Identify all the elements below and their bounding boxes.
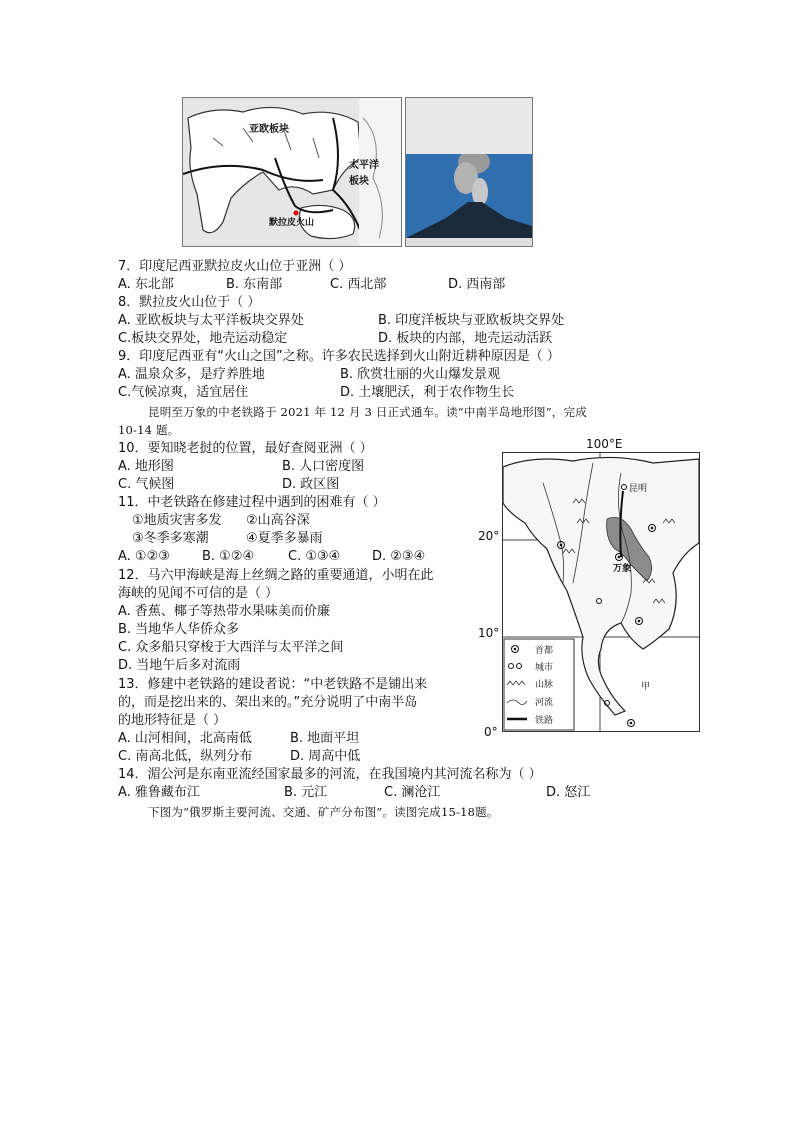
q8-stem: 8．默拉皮火山位于（ ）	[118, 295, 261, 310]
q8-option-a[interactable]: A. 亚欧板块与太平洋板块交界处	[118, 313, 304, 328]
q7-option-a[interactable]: A. 东北部	[118, 277, 174, 292]
q11-item-2: ②山高谷深	[246, 513, 310, 528]
q10-option-b[interactable]: B. 人口密度图	[282, 459, 365, 474]
q14-option-c[interactable]: C. 澜沧江	[384, 785, 441, 800]
legend-river: 河流	[535, 698, 554, 708]
volcano-eruption-image	[406, 98, 532, 246]
intro-10-14-line1: 昆明至万象的中老铁路于 2021 年 12 月 3 日正式通车。读“中南半岛地形图”，完成	[148, 405, 587, 419]
q7-option-b[interactable]: B. 东南部	[226, 277, 283, 292]
volcano-photo	[405, 97, 533, 247]
legend-railway: 铁路	[535, 716, 554, 726]
intro-10-14-line2: 10-14 题。	[118, 423, 180, 437]
map2-vientiane-label: 万象	[613, 564, 632, 574]
q13-option-c[interactable]: C. 南高北低，纵列分布	[118, 749, 253, 764]
q9-option-b[interactable]: B. 欣赏壮丽的火山爆发景观	[340, 367, 501, 382]
plate-map	[182, 97, 402, 247]
intro-15-18: 下图为“俄罗斯主要河流、交通、矿产分布图”。读图完成15-18题。	[148, 805, 499, 819]
q8-option-d[interactable]: D. 板块的内部，地壳运动活跃	[378, 331, 553, 346]
q7-stem: 7．印度尼西亚默拉皮火山位于亚洲（ ）	[118, 259, 352, 274]
legend-capital: 首都	[535, 646, 554, 656]
q11-item-1: ①地质灾害多发	[132, 513, 222, 528]
q13-option-d[interactable]: D. 周高中低	[290, 749, 361, 764]
q12-stem-line2: 海峡的见闻不可信的是（ ）	[118, 586, 279, 601]
q11-stem: 11．中老铁路在修建过程中遇到的困难有（ ）	[118, 495, 386, 510]
map2-lat-10: 10°	[478, 626, 500, 640]
q8-option-b[interactable]: B. 印度洋板块与亚欧板块交界处	[378, 313, 565, 328]
q10-option-c[interactable]: C. 气候图	[118, 477, 175, 492]
q12-option-a[interactable]: A. 香蕉、椰子等热带水果味美而价廉	[118, 604, 330, 619]
q12-option-b[interactable]: B. 当地华人华侨众多	[118, 622, 240, 637]
q9-option-a[interactable]: A. 温泉众多，是疗养胜地	[118, 367, 265, 382]
q11-option-a[interactable]: A. ①②③	[118, 549, 170, 564]
label-eurasia-plate: 亚欧板块	[249, 124, 289, 135]
q8-option-c[interactable]: C.板块交界处，地壳运动稳定	[118, 331, 288, 346]
q14-option-a[interactable]: A. 雅鲁藏布江	[118, 785, 200, 800]
q11-option-c[interactable]: C. ①③④	[288, 549, 341, 564]
legend-mountain: 山脉	[535, 680, 554, 690]
label-merapi-volcano: 默拉皮火山	[269, 218, 315, 228]
indochina-map	[502, 452, 700, 732]
q12-stem-line1: 12．马六甲海峡是海上丝绸之路的重要通道，小明在此	[118, 568, 434, 583]
q10-option-a[interactable]: A. 地形图	[118, 459, 174, 474]
map2-lon-100e: 100°E	[586, 437, 623, 451]
map2-lat-20: 20°	[478, 529, 500, 543]
q9-option-d[interactable]: D. 土壤肥沃，利于农作物生长	[340, 385, 515, 400]
map2-jia-label: 甲	[641, 682, 651, 692]
legend-city: 城市	[535, 663, 554, 673]
q12-option-c[interactable]: C. 众多船只穿梭于大西洋与太平洋之间	[118, 640, 344, 655]
label-pacific-plate-1: 太平洋	[349, 160, 379, 171]
q9-option-c[interactable]: C.气候凉爽，适宜居住	[118, 385, 249, 400]
q9-stem: 9．印度尼西亚有“火山之国”之称。许多农民选择到火山附近耕种原因是（ ）	[118, 349, 560, 364]
q12-option-d[interactable]: D. 当地午后多对流雨	[118, 658, 241, 673]
q13-stem-line1: 13．修建中老铁路的建设者说：“中老铁路不是铺出来	[118, 677, 428, 692]
label-pacific-plate-2: 板块	[349, 176, 369, 187]
q14-option-b[interactable]: B. 元江	[284, 785, 328, 800]
q11-item-3: ③冬季多寒潮	[132, 531, 209, 546]
q13-option-b[interactable]: B. 地面平坦	[290, 731, 360, 746]
q13-stem-line3: 的地形特征是（ ）	[118, 713, 227, 728]
q14-option-d[interactable]: D. 怒江	[546, 785, 591, 800]
q11-item-4: ④夏季多暴雨	[246, 531, 323, 546]
q7-option-c[interactable]: C. 西北部	[330, 277, 387, 292]
q10-option-d[interactable]: D. 政区图	[282, 477, 340, 492]
q11-option-b[interactable]: B. ①②④	[202, 549, 255, 564]
q13-option-a[interactable]: A. 山河相间，北高南低	[118, 731, 252, 746]
q7-option-d[interactable]: D. 西南部	[448, 277, 506, 292]
q10-stem: 10．要知晓老挝的位置，最好查阅亚洲（ ）	[118, 441, 373, 456]
indochina-map-drawing	[503, 453, 699, 731]
q13-stem-line2: 的，而是挖出来的、架出来的。”充分说明了中南半岛	[118, 695, 418, 710]
q14-stem: 14．湄公河是东南亚流经国家最多的河流，在我国境内其河流名称为（ ）	[118, 767, 542, 782]
q11-option-d[interactable]: D. ②③④	[372, 549, 426, 564]
map2-lat-0: 0°	[484, 725, 498, 739]
map2-kunming-label: 昆明	[629, 484, 648, 494]
